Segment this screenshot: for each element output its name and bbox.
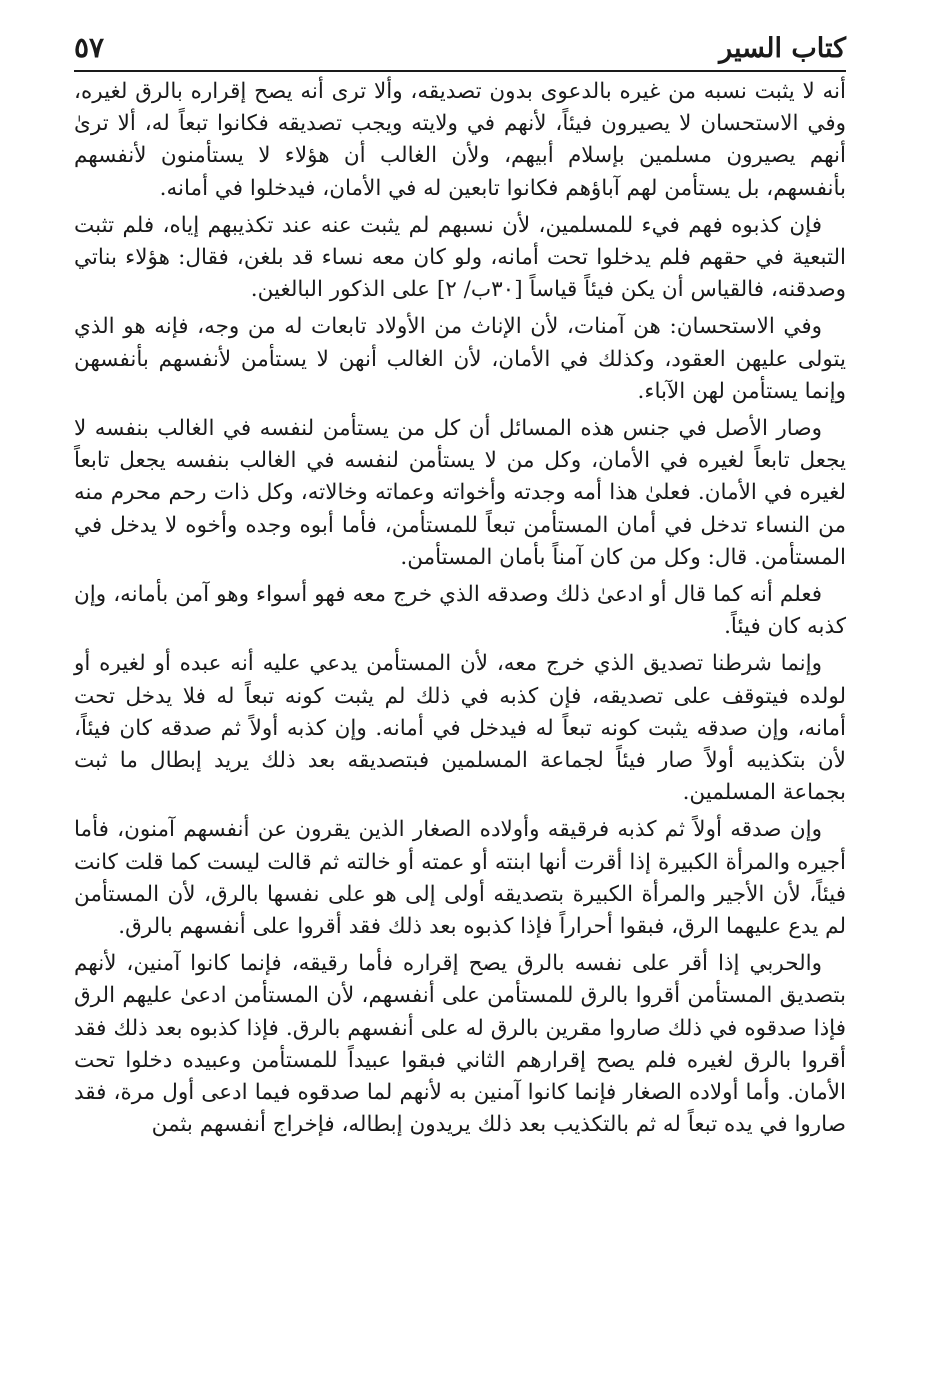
paragraph: وإن صدقه أولاً ثم كذبه فرقيقه وأولاده الصغار الذين يقرون عن أنفسهم آمنون، فأما أجيره والمرأة الكبيرة إذا أقرت أنها ابنته أو عمته أو خالته ثم قالت ليست كما قلت كانت فيئاً، لأن الأجير والمرأة الكبيرة بتصديقه أولى إلى هو على نفسها بالرق، لأن المستأمن لم يدع عليهما الرق، فبقوا أحراراً فإذا كذبوه بعد ذلك فقد أقروا على أنفسهم بالرق. <box>74 817 846 940</box>
running-header <box>74 26 846 64</box>
paragraph: أنه لا يثبت نسبه من غيره بالدعوى بدون تصديقه، وألا ترى أنه يصح إقراره بالرق لغيره، وفي الاستحسان لا يصيرون فيئاً، لأنهم في ولايته ويجب تصديقه فكانوا تبعاً له، ألا ترىٰ أنهم يصيرون مسلمين بإسلام أبيهم، ولأن الغالب أن هؤلاء لا يستأمنون لأنفسهم بأنفسهم، بل يستأمن لهم آباؤهم فكانوا تابعين له في الأمان، فيدخلوا في أمانه. <box>74 79 846 201</box>
paragraph: وصار الأصل في جنس هذه المسائل أن كل من يستأمن لنفسه في الغالب بنفسه لا يجعل تابعاً لغيره في الأمان، وكل من لا يستأمن لنفسه في الغالب بنفسه يجعل تابعاً لغيره في الأمان. فعلىٰ هذا أمه وجدته وأخواته وعماته وخالاته، وكل ذات رحم محرم منه من النساء تدخل في أمان المستأمن تبعاً للمستأمن، فأما أبوه وجده وأخوه لا يدخل في المستأمن. قال: وكل من كان آمناً بأمان المستأمن. <box>74 416 846 570</box>
paragraph: فإن كذبوه فهم فيء للمسلمين، لأن نسبهم لم يثبت عنه عند تكذيبهم إياه، فلم تثبت التبعية في حقهم فلم يدخلوا تحت أمانه، ولو كان معه نساء قد بلغن، فقال: هؤلاء بناتي وصدقنه، فالقياس أن يكن فيئاً قياساً [٣٠ب/ ٢] على الذكور البالغين. <box>74 212 846 303</box>
page-number: ٥٧ <box>74 31 105 64</box>
paragraph: وإنما شرطنا تصديق الذي خرج معه، لأن المستأمن يدعي عليه أنه عبده أو لغيره أو لولده فيتوقف على تصديقه، فإن كذبه في ذلك لم يثبت كونه تبعاً له فلا يدخل تحت أمانه، وإن صدقه يثبت كونه تبعاً له فيدخل في أمانه. وإن كذبه أولاً ثم صدقه كان فيئاً، لأن بتكذيبه أولاً صار فيئاً لجماعة المسلمين فبتصديقه بعد ذلك يريد إبطال ما ثبت بجماعة المسلمين. <box>74 651 846 806</box>
page-body <box>74 76 846 1142</box>
paragraph: والحربي إذا أقر على نفسه بالرق يصح إقراره فأما رقيقه، فإنما كانوا آمنين، لأنهم بتصديق المستأمن أقروا بالرق للمستأمن على أنفسهم، لأن المستأمن ادعىٰ عليهم الرق فإذا صدقوه في ذلك صاروا مقرين بالرق له على أنفسهم بالرق. فإذا كذبوه بعد ذلك فقد أقروا بالرق لغيره فلم يصح إقرارهم الثاني فبقوا عبيداً للمستأمن وعبيده دخلوا تحت الأمان. وأما أولاده الصغار فإنما كانوا آمنين به لأنهم لما صدقوه فيما ادعى أول مرة، فقد صاروا في يده تبعاً له ثم بالتكذيب بعد ذلك يريدون إبطاله، فإخراج أنفسهم بثمن <box>74 951 846 1138</box>
paragraph: وفي الاستحسان: هن آمنات، لأن الإناث من الأولاد تابعات له من وجه، فإنه هو الذي يتولى عليهن العقود، وكذلك في الأمان، لأن الغالب أنهن لا يستأمن لأنفسهم بأنفسهن وإنما يستأمن لهن الآباء. <box>74 314 846 404</box>
paragraph: فعلم أنه كما قال أو ادعىٰ ذلك وصدقه الذي خرج معه فهو أسواء وهو آمن بأمانه، وإن كذبه كان فيئاً. <box>74 582 846 640</box>
chapter-title: كتاب السير <box>719 33 846 64</box>
header-rule <box>74 70 846 72</box>
